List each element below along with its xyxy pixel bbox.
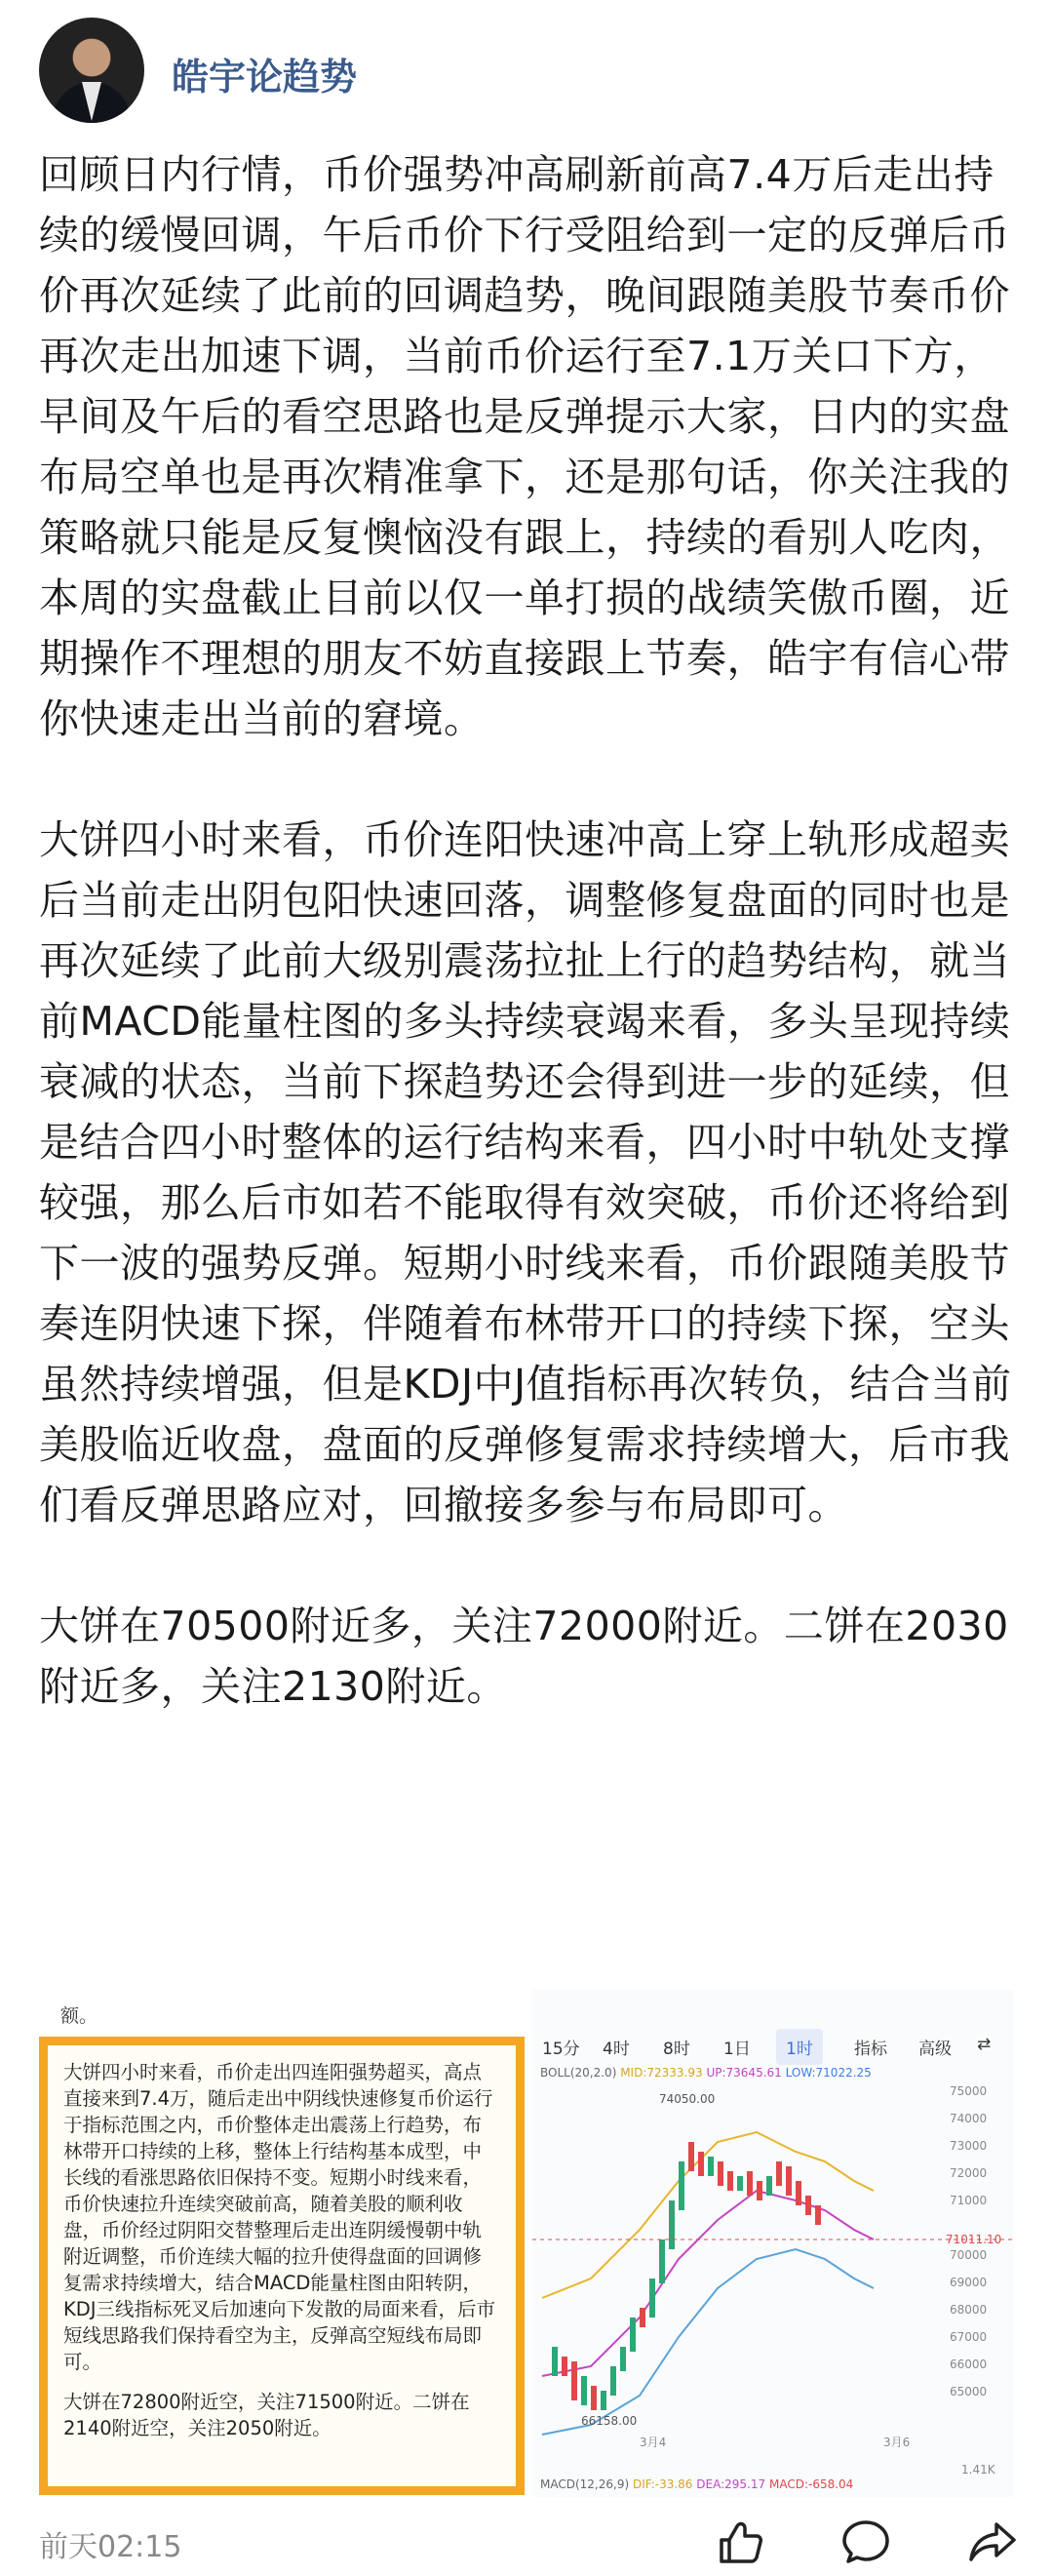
price-tag: 71011.10 <box>946 2233 1002 2246</box>
candle <box>659 2239 665 2283</box>
strategy-note <box>39 2037 525 2495</box>
boll-mid-line <box>542 2191 874 2376</box>
note-paragraph: 大饼四小时来看，币价走出四连阳强势超买，高点直接来到7.4万，随后走出中阴线快速修复币价运行于指标范围之内，币价整体走出震荡上行趋势，布林带开口持续的上移，整体上行结构基本成型，中长线的看涨思路依旧保持不变。短期小时线来看，币价快速拉升连续突破前高，随着美股的顺利收盘，币价经过阴阳交替整理后走出连阴缓慢朝中轨附近调整，币价连续大幅的拉升使得盘面的回调修复需求持续增大，结合MACD能量柱图由阳转阴，KDJ三线指标死叉后加速向下发散的局面来看，后市短线思路我们保持看空为主，反弹高空短线布局即可。 <box>63 2061 496 2373</box>
candle <box>708 2157 714 2176</box>
y-tick: 68000 <box>950 2303 988 2317</box>
tab-1h[interactable]: 1时 <box>776 2029 823 2065</box>
cut-off-text: 额。 <box>60 2005 98 2027</box>
volume-value: 1.41K <box>961 2463 995 2477</box>
boll-mid: MID:72333.93 <box>620 2066 703 2080</box>
x-tick: 3月4 <box>640 2436 667 2449</box>
share-icon[interactable] <box>965 2515 1020 2569</box>
candle <box>766 2176 772 2196</box>
post-paragraph: 回顾日内行情，币价强势冲高刷新前高7.4万后走出持续的缓慢回调，午后币价下行受阻给到一定的反弹后币价再次延续了此前的回调趋势，晚间跟随美股节奏币价再次走出加速下调，当前币价运行至7.1万关口下方，早间及午后的看空思路也是反弹提示大家，日内的实盘布局空单也是再次精准拿下，还是那句话，你关注我的策略就只能是反复懊恼没有跟上，持续的看别人吃肉，本周的实盘截止目前以仅一单打损的战绩笑傲币圈，近期操作不理想的朋友不妨直接跟上节奏，皓宇有信心带你快速走出当前的窘境。 <box>39 151 1010 742</box>
x-tick: 3月6 <box>883 2436 911 2449</box>
price-chart <box>532 1990 1014 2497</box>
candle <box>796 2181 801 2205</box>
y-tick: 69000 <box>950 2276 988 2289</box>
post-time: 前天02:15 <box>39 2530 182 2564</box>
candle <box>640 2308 645 2327</box>
candle <box>718 2161 723 2186</box>
candle <box>786 2166 792 2196</box>
timeframe-tabs <box>532 2025 1014 2064</box>
macd-legend <box>540 2477 853 2491</box>
candle <box>698 2152 704 2176</box>
candle <box>601 2391 606 2410</box>
candle <box>581 2376 587 2405</box>
y-tick: 75000 <box>950 2084 988 2098</box>
candle <box>679 2161 684 2210</box>
candlestick-plot <box>532 2083 1014 2483</box>
avatar[interactable] <box>39 18 144 123</box>
candle <box>815 2205 821 2225</box>
note-paragraph: 大饼在72800附近空，关注71500附近。二饼在2140附近空，关注2050附近。 <box>63 2391 470 2439</box>
tab-4h[interactable]: 4时 <box>603 2040 630 2059</box>
y-tick: 70000 <box>950 2248 988 2262</box>
tab-15m[interactable]: 15分 <box>542 2040 580 2059</box>
candle <box>747 2171 753 2196</box>
candle <box>757 2181 762 2200</box>
candle <box>805 2196 811 2215</box>
candle <box>649 2279 655 2318</box>
tab-1d[interactable]: 1日 <box>723 2040 751 2059</box>
author-name[interactable]: 皓宇论趋势 <box>172 56 358 99</box>
boll-low: LOW:71022.25 <box>785 2066 872 2080</box>
macd-label: MACD(12,26,9) <box>540 2477 630 2491</box>
post-header <box>39 18 1014 125</box>
settings-icon[interactable]: ⇄ <box>977 2035 992 2054</box>
boll-up: UP:73645.61 <box>706 2066 782 2080</box>
y-tick: 65000 <box>950 2385 988 2398</box>
candle <box>552 2347 558 2376</box>
y-tick: 74000 <box>950 2112 988 2125</box>
candle <box>669 2200 675 2249</box>
tab-8h[interactable]: 8时 <box>663 2040 690 2059</box>
candle <box>737 2176 743 2191</box>
boll-legend <box>540 2066 872 2080</box>
post-body <box>39 144 1024 1777</box>
y-tick: 67000 <box>950 2330 988 2344</box>
low-marker: 66158.00 <box>581 2414 638 2428</box>
y-tick: 73000 <box>950 2139 988 2153</box>
like-icon[interactable] <box>712 2515 766 2569</box>
candle <box>620 2347 626 2371</box>
candle <box>591 2386 597 2410</box>
post-paragraph: 大饼四小时来看，币价连阳快速冲高上穿上轨形成超卖后当前走出阴包阳快速回落，调整修复盘面的同时也是再次延续了此前大级别震荡拉扯上行的趋势结构，就当前MACD能量柱图的多头持续衰竭来看，多头呈现持续衰减的状态，当前下探趋势还会得到进一步的延续，但是结合四小时整体的运行结构来看，四小时中轨处支撑较强，那么后市如若不能取得有效突破，币价还将给到下一波的强势反弹。短期小时线来看，币价跟随美股节奏连阴快速下探，伴随着布林带开口的持续下探，空头虽然持续增强，但是KDJ中J值指标再次转负，结合当前美股临近收盘，盘面的反弹修复需求持续增大，后市我们看反弹思路应对，回撤接多参与布局即可。 <box>39 816 1012 1528</box>
candle <box>562 2357 567 2376</box>
tab-indicator[interactable]: 指标 <box>854 2040 887 2059</box>
boll-label: BOLL(20,2.0) <box>540 2066 617 2080</box>
candle <box>688 2142 694 2171</box>
candle <box>727 2171 733 2191</box>
y-tick: 66000 <box>950 2358 988 2371</box>
post-paragraph: 大饼在70500附近多，关注72000附近。二饼在2030附近多，关注2130附近。 <box>39 1603 1009 1710</box>
post-footer <box>39 2515 1014 2573</box>
y-tick: 72000 <box>950 2166 988 2180</box>
attached-image[interactable] <box>39 1990 1014 2497</box>
y-tick: 71000 <box>950 2194 988 2207</box>
macd-dea: DEA:295.17 <box>696 2477 766 2491</box>
candle <box>630 2318 636 2352</box>
macd-dif: DIF:-33.86 <box>632 2477 693 2491</box>
candle <box>610 2366 616 2396</box>
comment-icon[interactable] <box>838 2515 893 2569</box>
high-marker: 74050.00 <box>659 2092 716 2106</box>
candle <box>776 2161 782 2186</box>
macd-value: MACD:-658.04 <box>768 2477 854 2491</box>
tab-advanced[interactable]: 高级 <box>918 2040 952 2059</box>
candle <box>571 2361 577 2400</box>
